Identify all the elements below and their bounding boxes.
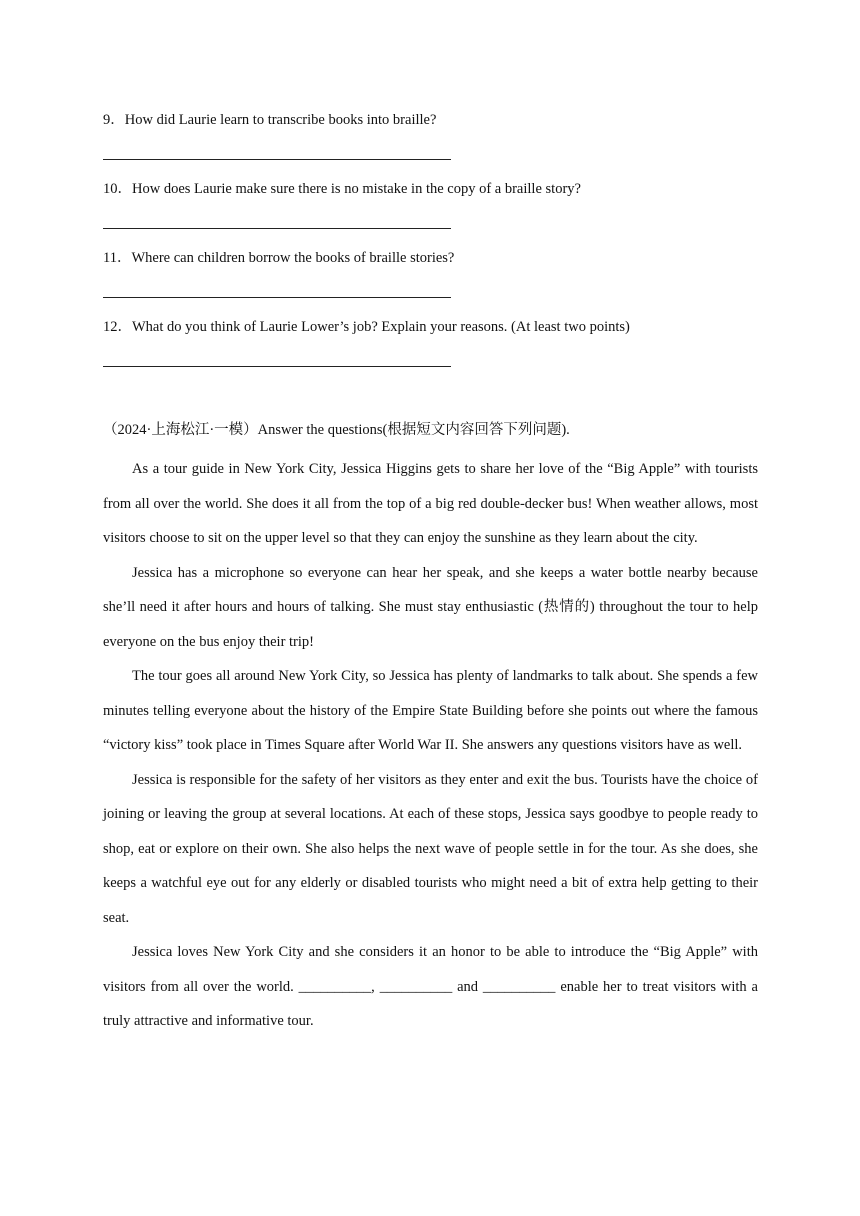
answer-line-11[interactable] — [103, 297, 451, 298]
answer-line-10[interactable] — [103, 228, 451, 229]
passage-paragraph-2: Jessica has a microphone so everyone can hear her speak, and she keeps a water bottle nearby because she’ll need it after hours and hours of talking. She must stay enthusiastic (热情的) throughout the tour to help everyone on the bus enjoy their trip! — [103, 564, 758, 650]
question-9: 9．How did Laurie learn to transcribe books into braille? — [103, 112, 437, 128]
answer-line-12[interactable] — [103, 366, 451, 367]
question-12: 12．What do you think of Laurie Lower’s job? Explain your reasons. (At least two points) — [103, 319, 630, 335]
passage-paragraph-4: Jessica is responsible for the safety of her visitors as they enter and exit the bus. Tourists have the choice of joining or leaving the group at several locations. At each of these stops, Jessica says goodbye to people ready to shop, eat or explore on their own. She also helps the next wave of people settle in for the tour. As she does, she keeps a watchful eye out for any elderly or disabled tourists who might need a bit of extra help getting to their seat. — [103, 771, 758, 926]
question-11: 11．Where can children borrow the books of braille stories? — [103, 250, 455, 266]
answer-line-9[interactable] — [103, 159, 451, 160]
passage-paragraph-5: Jessica loves New York City and she considers it an honor to be able to introduce the “Big Apple” with visitors from all over the world. __________, __________ and __________ enable her to treat visitors with a truly attractive and informative tour. — [103, 944, 758, 1029]
reading-passage — [103, 452, 758, 1039]
question-10: 10．How does Laurie make sure there is no mistake in the copy of a braille story? — [103, 181, 581, 197]
passage-paragraph-1: As a tour guide in New York City, Jessica Higgins gets to share her love of the “Big Apple” with tourists from all over the world. She does it all from the top of a big red double-decker bus! When weather allows, most visitors choose to sit on the upper level so that they can enjoy the sunshine as they learn about the city. — [103, 461, 758, 546]
section-source-instruction: （2024·上海松江·一模）Answer the questions(根据短文内容回答下列问题). — [103, 422, 570, 438]
passage-paragraph-3: The tour goes all around New York City, so Jessica has plenty of landmarks to talk about. She spends a few minutes telling everyone about the history of the Empire State Building before she points out where the famous “victory kiss” took place in Times Square after World War II. She answers any questions visitors have as well. — [103, 668, 758, 753]
